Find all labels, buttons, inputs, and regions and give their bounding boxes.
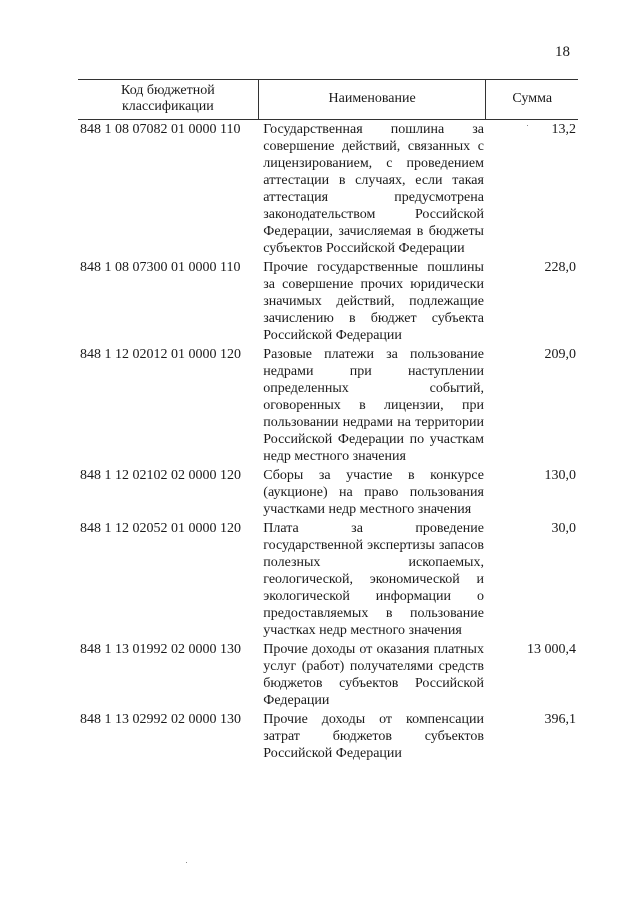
column-header-code: Код бюджетной классификации xyxy=(78,80,258,120)
table-row xyxy=(78,519,578,640)
row-name: Разовые платежи за пользование недрами при наступлении определенных событий, оговоренных в лицензии, при пользовании недрами на территории Российской Федерации по участкам недр местного значения xyxy=(263,347,484,464)
scan-speck xyxy=(527,125,528,126)
budget-classification-table xyxy=(78,79,578,763)
row-sum: 13 000,4 xyxy=(527,642,576,657)
column-header-name: Наименование xyxy=(258,80,486,120)
row-sum: 30,0 xyxy=(551,521,576,536)
row-name: Сборы за участие в конкурсе (аукционе) на право пользования участками недр местного значения xyxy=(263,468,484,517)
table-row xyxy=(78,640,578,710)
table-row xyxy=(78,710,578,763)
row-name: Плата за проведение государственной экспертизы запасов полезных ископаемых, геологической, экономической и экологической информации о предоставляемых в пользование участках недр местного значения xyxy=(263,521,484,638)
row-name: Прочие доходы от оказания платных услуг (работ) получателями средств бюджетов субъектов Российской Федерации xyxy=(263,642,484,708)
table-row xyxy=(78,345,578,466)
row-code: 848 1 12 02102 02 0000 120 xyxy=(80,468,241,483)
row-code: 848 1 12 02052 01 0000 120 xyxy=(80,521,241,536)
row-code: 848 1 13 02992 02 0000 130 xyxy=(80,712,241,727)
row-code: 848 1 12 02012 01 0000 120 xyxy=(80,347,241,362)
column-header-sum: Сумма xyxy=(486,80,578,120)
row-name: Государственная пошлина за совершение действий, связанных с лицензированием, с проведением аттестации в случаях, если такая аттестация предусмотрена законодательством Российской Федерации, зачисляемая в бюджеты субъектов Российской Федерации xyxy=(263,122,484,256)
row-sum: 228,0 xyxy=(544,260,576,275)
row-code: 848 1 08 07082 01 0000 110 xyxy=(80,122,241,137)
table-header-row xyxy=(78,80,578,120)
scan-speck xyxy=(186,862,187,863)
page-number: 18 xyxy=(555,44,570,60)
row-code: 848 1 08 07300 01 0000 110 xyxy=(80,260,241,275)
table-row xyxy=(78,466,578,519)
row-name: Прочие доходы от компенсации затрат бюджетов субъектов Российской Федерации xyxy=(263,712,484,761)
row-sum: 130,0 xyxy=(544,468,576,483)
table-row xyxy=(78,120,578,259)
row-name: Прочие государственные пошлины за совершение прочих юридически значимых действий, подлежащие зачислению в бюджет субъекта Российской Федерации xyxy=(263,260,484,343)
row-sum: 209,0 xyxy=(544,347,576,362)
row-code: 848 1 13 01992 02 0000 130 xyxy=(80,642,241,657)
row-sum: 396,1 xyxy=(544,712,576,727)
row-sum: 13,2 xyxy=(551,122,576,137)
table-row xyxy=(78,258,578,345)
